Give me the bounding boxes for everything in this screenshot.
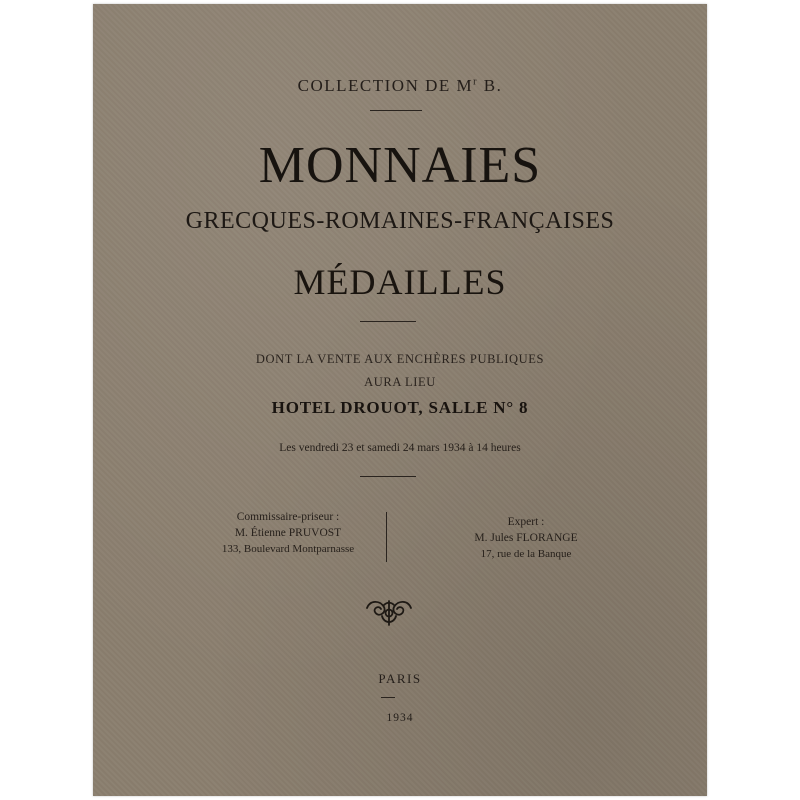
expert-address: 17, rue de la Banque <box>480 548 572 560</box>
collection-initial: B. <box>477 76 503 95</box>
collection-superscript: r <box>473 76 478 88</box>
venue: HOTEL DROUOT, SALLE N° 8 <box>271 398 529 417</box>
divider-middle <box>360 321 416 322</box>
divider-lower <box>360 476 416 477</box>
expert-role: Expert : <box>507 516 545 528</box>
auctioneer-address: 133, Boulevard Montparnasse <box>221 543 355 555</box>
column-divider <box>386 512 387 562</box>
divider-top <box>370 110 422 111</box>
expert-block <box>411 514 641 562</box>
collection-heading <box>93 76 707 96</box>
auctioneer-name: M. Étienne PRUVOST <box>234 527 342 539</box>
sale-announcement-line1: DONT LA VENTE AUX ENCHÈRES PUBLIQUES <box>255 352 545 366</box>
publication-year: 1934 <box>386 712 414 724</box>
expert-name: M. Jules FLORANGE <box>474 532 578 544</box>
sale-announcement-line2: AURA LIEU <box>364 375 436 389</box>
monogram-ornament-icon <box>364 596 414 630</box>
divider-bottom <box>381 697 395 698</box>
city: PARIS <box>378 671 422 686</box>
main-title: MONNAIES <box>258 137 542 194</box>
auctioneer-role: Commissaire-priseur : <box>236 511 340 523</box>
collection-text: COLLECTION DE M <box>297 76 474 95</box>
auctioneer-block <box>173 509 403 557</box>
sale-dates: Les vendredi 23 et samedi 24 mars 1934 à 14 heures <box>279 442 521 454</box>
catalogue-cover <box>93 4 707 796</box>
medailles-title: MÉDAILLES <box>293 262 507 302</box>
subtitle: GRECQUES-ROMAINES-FRANÇAISES <box>185 208 615 234</box>
